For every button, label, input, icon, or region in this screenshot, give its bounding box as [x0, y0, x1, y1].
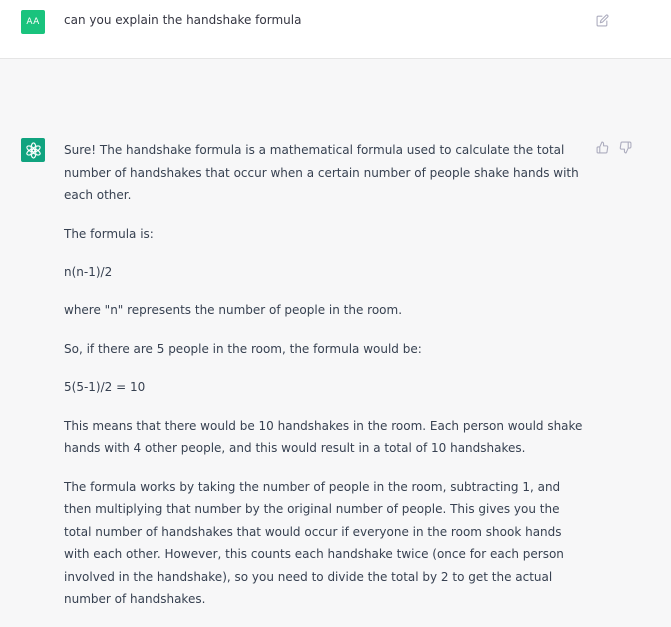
assistant-paragraph: The formula is:: [64, 226, 154, 241]
edit-icon: [596, 12, 609, 31]
openai-logo-icon: [25, 142, 42, 159]
thumbs-up-icon: [596, 139, 609, 158]
assistant-avatar: [21, 138, 45, 162]
user-avatar-initials: AA: [26, 17, 40, 27]
assistant-message-body: [64, 139, 588, 627]
user-message-text: can you explain the handshake formula: [64, 13, 302, 27]
thumbs-down-button[interactable]: [617, 140, 633, 156]
assistant-message-row: [0, 59, 671, 607]
assistant-paragraph: So, if there are 5 people in the room, the formula would be:: [64, 341, 422, 356]
thumbs-down-icon: [619, 139, 632, 158]
assistant-paragraph: 5(5-1)/2 = 10: [64, 380, 146, 395]
thumbs-up-button[interactable]: [594, 140, 610, 156]
user-message-row: [0, 0, 671, 59]
user-avatar: [21, 10, 45, 34]
assistant-paragraph: The formula works by taking the number of people in the room, subtracting 1, and then multiplying that number by the original number of people. This gives you the total number of handshakes that would occur if everyone in the room shook hands with each other. However, this counts each handshake twice (once for each person involved in the handshake), so you need to divide the total by 2 to get the actual number of handshakes.: [64, 479, 564, 607]
edit-button[interactable]: [594, 13, 610, 29]
assistant-paragraph: n(n-1)/2: [64, 264, 113, 279]
assistant-paragraph: Sure! The handshake formula is a mathematical formula used to calculate the total number of handshakes that occur when a certain number of people shake hands with each other.: [64, 143, 579, 203]
assistant-paragraph: where "n" represents the number of people in the room.: [64, 303, 403, 318]
assistant-paragraph: This means that there would be 10 handshakes in the room. Each person would shake hands with 4 other people, and this would result in a total of 10 handshakes.: [64, 418, 583, 456]
